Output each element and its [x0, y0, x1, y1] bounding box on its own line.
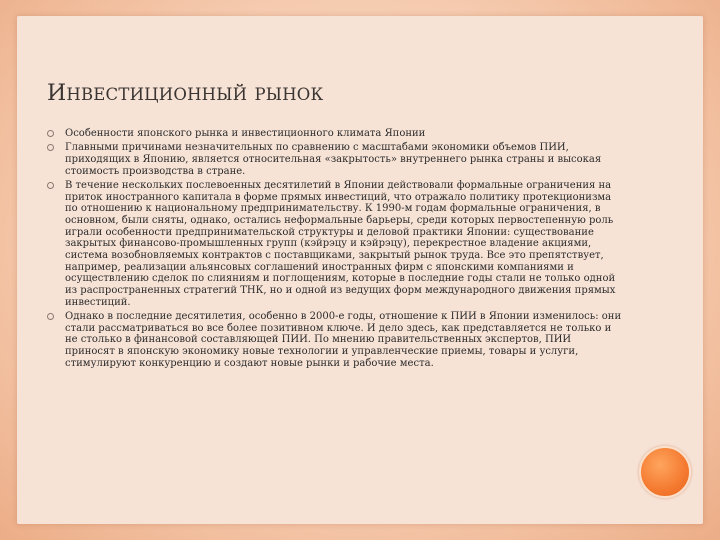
bullet-text: Главными причинами незначительных по сравнению с масштабами экономики объемов ПИИ, приходящих в Японию, является относительная «закрытость» внутреннего рынка страны и высокая стоимость производства в стране.: [65, 142, 602, 177]
bullet-text: Особенности японского рынка и инвестиционного климата Японии: [65, 128, 426, 139]
circle-bullet-icon: [47, 130, 54, 137]
circle-bullet-icon: [47, 313, 54, 320]
slide-title: [47, 81, 324, 106]
bullet-list: [47, 128, 622, 372]
list-item: [47, 142, 622, 177]
list-item: [47, 128, 622, 140]
bullet-text: В течение нескольких послевоенных десятилетий в Японии действовали формальные ограничения на приток иностранного капитала в форме прямых инвестиций, что отражало политику протекционизма по отношению к национальному предпринимательству. К 1990-м годам формальные ограничения, в основном, были сняты, однако, остались неформальные барьеры, среди которых первостепенную роль играли особенности предпринимательской структуры и деловой практики Японии: существование закрытых финансово-промышленных групп (кэйрэцу и кэйрэцу), перекрестное владение акциями, система возобновляемых контрактов с поставщиками, закрытый рынок труда. Все это препятствует, например, реализации альянсовых соглашений иностранных фирм с японскими компаниями и осуществлению сделок по слияниям и поглощениям, которые в последние годы стали не только одной из распространенных стратегий ТНК, но и одной из ведущих форм международного движения прямых инвестиций.: [65, 179, 616, 308]
circle-bullet-icon: [47, 182, 54, 189]
title-word-1: НВЕСТИЦИОННЫЙ: [66, 85, 248, 104]
circle-bullet-icon: [47, 144, 54, 151]
decorative-circle-icon: [639, 446, 691, 498]
list-item: [47, 180, 622, 309]
list-item: [47, 311, 622, 370]
title-initial: И: [47, 81, 67, 106]
title-word-2: РЫНОК: [254, 85, 324, 104]
bullet-text: Однако в последние десятилетия, особенно в 2000-е годы, отношение к ПИИ в Японии изменилось: они стали рассматриваться во все более позитивном ключе. И дело здесь, как представляется не только и не столько в финансовой составляющей ПИИ. По мнению правительственных экспертов, ПИИ приносят в японскую экономику новые технологии и управленческие приемы, товары и услуги, стимулируют конкуренцию и создают новые рынки и рабочие места.: [65, 311, 622, 369]
